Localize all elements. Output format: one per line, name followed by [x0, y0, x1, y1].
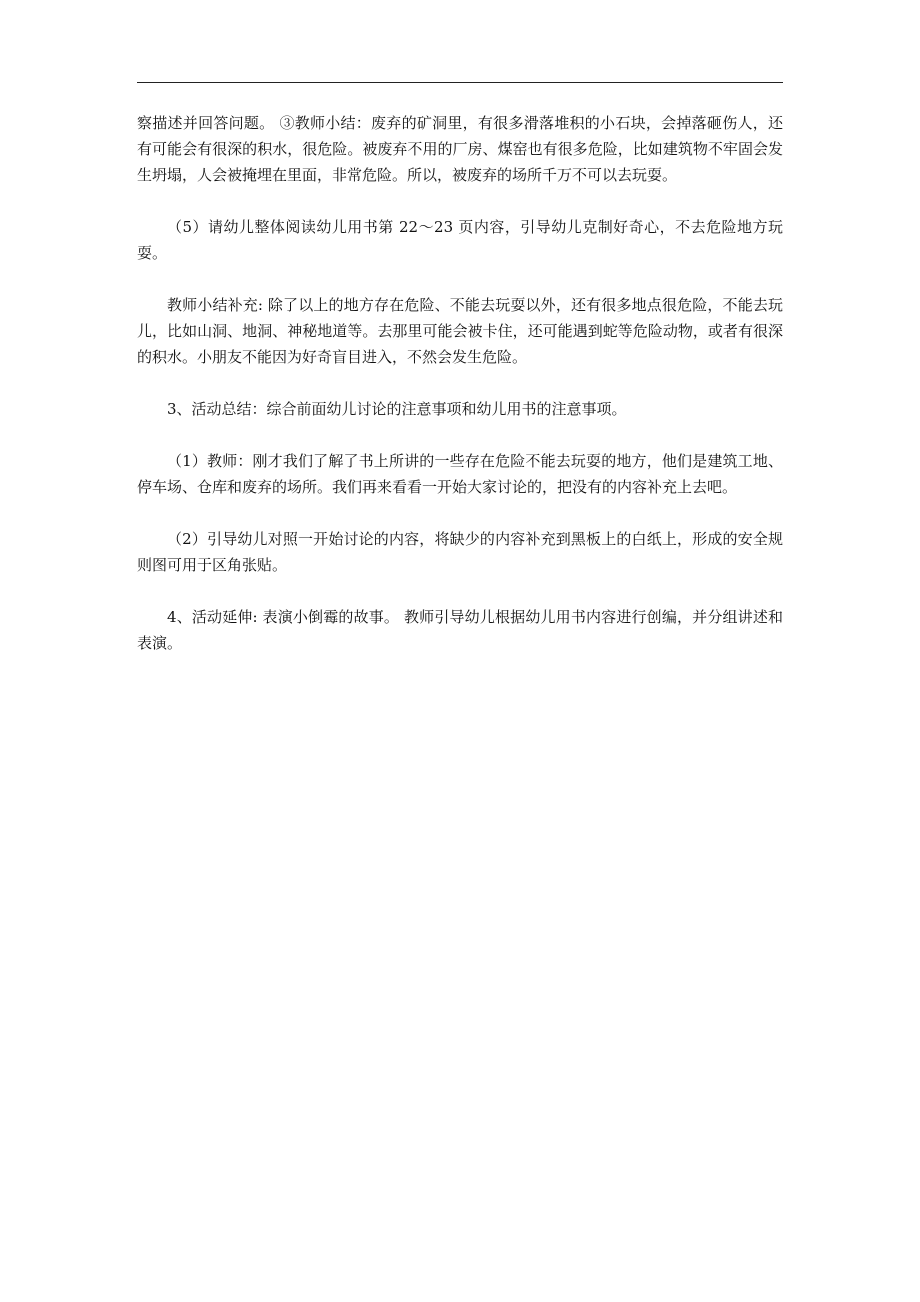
paragraph-summary-step-1: （1）教师：刚才我们了解了书上所讲的一些存在危险不能去玩耍的地方，他们是建筑工地、停车场、仓库和废弃的场所。我们再来看看一开始大家讨论的，把没有的内容补充上去吧。: [137, 452, 783, 496]
paragraph-activity-summary: 3、活动总结：综合前面幼儿讨论的注意事项和幼儿用书的注意事项。: [167, 400, 627, 418]
paragraph-teacher-summary-supplement: 教师小结补充: 除了以上的地方存在危险、不能去玩耍以外，还有很多地点很危险，不能去玩儿，比如山洞、地洞、神秘地道等。去那里可能会被卡住，还可能遇到蛇等危险动物，或者有很深的积水。小朋友不能因为好奇盲目进入，不然会发生危险。: [137, 296, 783, 366]
paragraph-step-5: （5）请幼儿整体阅读幼儿用书第 22～23 页内容，引导幼儿克制好奇心，不去危险地方玩耍。: [137, 218, 783, 262]
paragraph-summary-step-2: （2）引导幼儿对照一开始讨论的内容，将缺少的内容补充到黑板上的白纸上，形成的安全规则图可用于区角张贴。: [137, 530, 783, 574]
paragraph-continued-summary: 察描述并回答问题。 ③教师小结：废弃的矿洞里，有很多滑落堆积的小石块，会掉落砸伤人，还有可能会有很深的积水，很危险。被废弃不用的厂房、煤窑也有很多危险，比如建筑物不牢固会发生坍塌，人会被掩埋在里面，非常危险。所以，被废弃的场所千万不可以去玩耍。: [137, 114, 783, 184]
header-rule: [137, 82, 783, 83]
paragraph-activity-extension: 4、活动延伸: 表演小倒霉的故事。 教师引导幼儿根据幼儿用书内容进行创编，并分组讲述和表演。: [137, 608, 783, 652]
document-body: [137, 110, 783, 682]
